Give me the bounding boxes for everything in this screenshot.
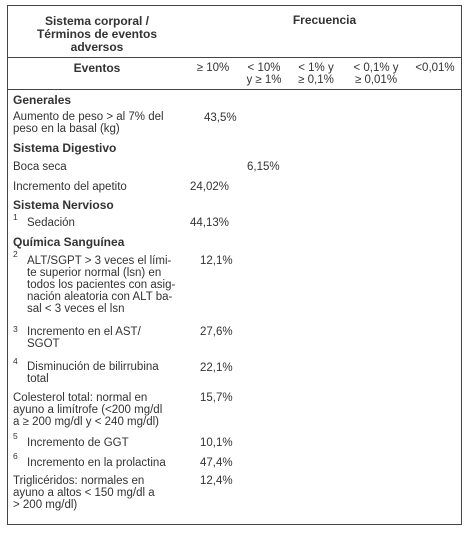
col-header-lt1-line2: ≥ 0,1% bbox=[298, 74, 334, 86]
row-apetito-label: Incremento del apetito bbox=[13, 181, 127, 193]
row-tri-label-line2: ayuno a altos < 150 mg/dl a bbox=[13, 487, 155, 499]
row-pro-value: 47,4% bbox=[200, 457, 233, 469]
col-header-lt01-line2: ≥ 0,01% bbox=[354, 74, 398, 86]
table-top-rule bbox=[7, 5, 462, 6]
row-peso-label-line2: peso en la basal (kg) bbox=[13, 123, 120, 135]
row-ggt-value: 10,1% bbox=[200, 437, 233, 449]
row-col-label-line2: ayuno a limítrofe (<200 mg/dl bbox=[13, 404, 163, 416]
row-apetito-value: 24,02% bbox=[190, 181, 230, 193]
row-sedacion-label: Sedación bbox=[27, 217, 75, 229]
row-pro-footnote: 6 bbox=[13, 451, 18, 461]
row-alt-footnote: 2 bbox=[13, 249, 18, 259]
row-bil-label-line1: Disminución de bilirrubina bbox=[27, 361, 159, 373]
row-ast-value: 27,6% bbox=[200, 326, 233, 338]
row-sedacion-value: 44,13% bbox=[190, 217, 230, 229]
col-header-lt1-line1: < 1% y bbox=[298, 62, 334, 74]
row-col-value: 15,7% bbox=[200, 392, 233, 404]
row-sedacion-footnote: 1 bbox=[13, 212, 18, 222]
section-nervioso: Sistema Nervioso bbox=[13, 198, 114, 212]
row-peso-value: 43,5% bbox=[204, 112, 237, 124]
row-col-label-line1: Colesterol total: normal en bbox=[13, 392, 148, 404]
row-boca-label: Boca seca bbox=[13, 161, 67, 173]
row-alt-label-line3: todos los pacientes con asig- bbox=[27, 279, 176, 291]
row-alt-label-line1: ALT/SGPT > 3 veces el lími- bbox=[27, 255, 172, 267]
header-divider bbox=[7, 57, 462, 58]
frequency-header: Frecuencia bbox=[292, 13, 357, 27]
row-bil-label-line2: total bbox=[27, 373, 49, 385]
row-alt-value: 12,1% bbox=[200, 255, 233, 267]
section-generales: Generales bbox=[13, 93, 72, 107]
row-bil-value: 22,1% bbox=[200, 362, 233, 374]
row-tri-value: 12,4% bbox=[200, 475, 233, 487]
row-peso-label-line1: Aumento de peso > al 7% del bbox=[13, 111, 164, 123]
table-left-rule bbox=[7, 5, 8, 525]
table-right-rule bbox=[461, 5, 462, 525]
table-bottom-rule bbox=[7, 524, 462, 525]
system-header-line3: adversos bbox=[70, 40, 124, 54]
section-quimica: Química Sanguínea bbox=[13, 235, 125, 249]
row-col-label-line3: a ≥ 200 mg/dl y < 240 mg/dl) bbox=[13, 416, 159, 428]
row-alt-label-line2: te superior normal (lsn) en bbox=[27, 267, 162, 279]
row-ggt-label: Incremento de GGT bbox=[27, 437, 129, 449]
col-header-lt001: <0,01% bbox=[415, 62, 455, 74]
events-header: Eventos bbox=[73, 61, 121, 75]
col-header-lt10-line2: y ≥ 1% bbox=[246, 74, 282, 86]
row-tri-label-line1: Triglicéridos: normales en bbox=[13, 475, 145, 487]
row-ast-footnote: 3 bbox=[13, 324, 18, 334]
events-header-divider bbox=[7, 89, 462, 90]
section-digestivo: Sistema Digestivo bbox=[13, 141, 117, 155]
row-pro-label: Incremento en la prolactina bbox=[27, 457, 166, 469]
col-header-lt10-line1: < 10% bbox=[247, 62, 281, 74]
row-ggt-footnote: 5 bbox=[13, 431, 18, 441]
adverse-events-table bbox=[7, 5, 462, 525]
row-tri-label-line3: > 200 mg/dl) bbox=[13, 499, 78, 511]
row-ast-label-line1: Incremento en el AST/ bbox=[27, 326, 141, 338]
system-header-line1: Sistema corporal / bbox=[44, 14, 150, 28]
system-header-line2: Términos de eventos bbox=[36, 27, 158, 41]
row-bil-footnote: 4 bbox=[13, 356, 18, 366]
row-alt-label-line4: nación aleatoria con ALT ba- bbox=[27, 291, 173, 303]
col-header-ge10: ≥ 10% bbox=[196, 62, 230, 74]
row-boca-value: 6,15% bbox=[247, 161, 280, 173]
row-alt-label-line5: sal < 3 veces el lsn bbox=[27, 303, 125, 315]
col-header-lt01-line1: < 0,1% y bbox=[353, 62, 399, 74]
row-ast-label-line2: SGOT bbox=[27, 338, 60, 350]
